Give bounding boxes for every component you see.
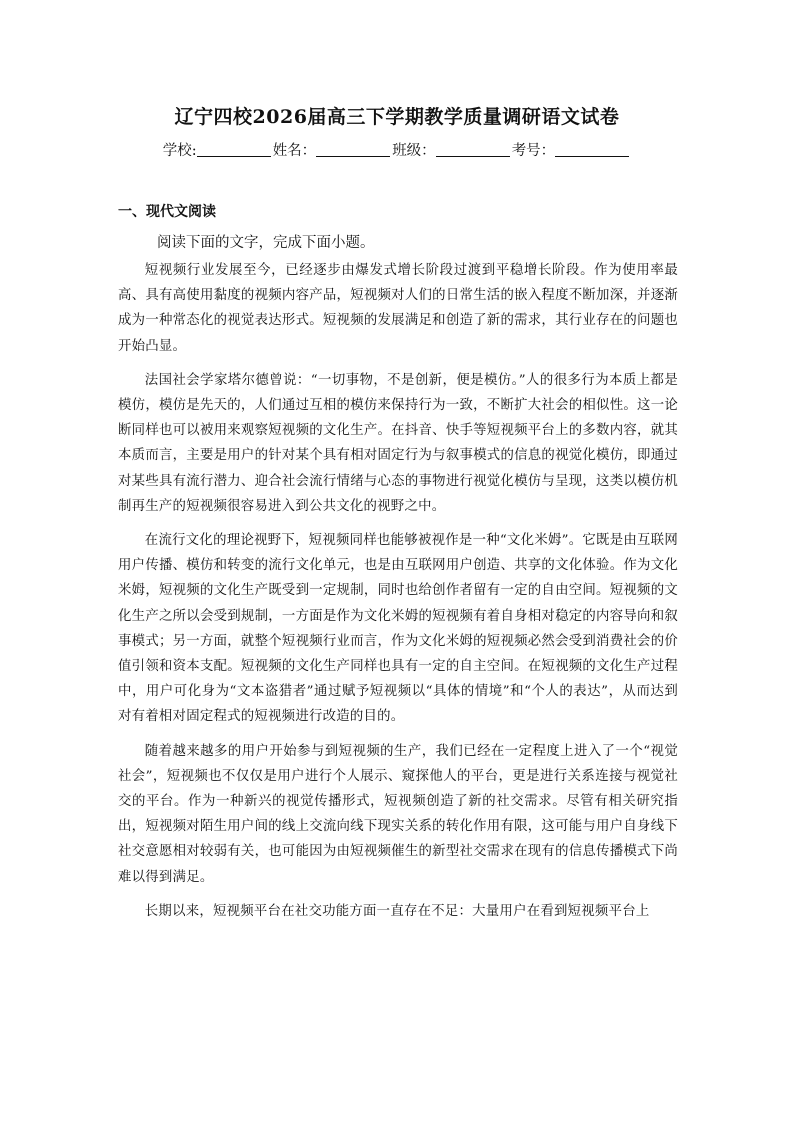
- exam-number-blank[interactable]: [555, 142, 629, 157]
- reading-instruction: 阅读下面的文字，完成下面小题。: [157, 235, 375, 251]
- passage-paragraph: 在流行文化的理论视野下，短视频同样也能够被视作是一种“文化米姆”。它既是由互联网用户传播、模仿和转变的流行文化单元，也是由互联网用户创造、共享的文化体验。作为文化米姆，短视频的文化生产既受到一定规制，同时也给创作者留有一定的自由空间。短视频的文化生产之所以会受到规制，一方面是作为文化米姆的短视频有着自身相对稳定的内容导向和叙事模式；另一方面，就整个短视频行业而言，作为文化米姆的短视频必然会受到消费社会的价值引领和资本支配。短视频的文化生产同样也具有一定的自主空间。在短视频的文化生产过程中，用户可化身为“文本盗猎者”通过赋予短视频以“具体的情境”和“个人的表达”，从而达到对有着相对固定程式的短视频进行改造的目的。: [118, 533, 678, 725]
- passage-paragraph: 法国社会学家塔尔德曾说：“一切事物，不是创新，便是模仿。”人的很多行为本质上都是模仿，模仿是先天的，人们通过互相的模仿来保持行为一致，不断扩大社会的相似性。这一论断同样也可以被用来观察短视频的文化生产。在抖音、快手等短视频平台上的多数内容，就其本质而言，主要是用户的针对某个具有相对固定行为与叙事模式的信息的视觉化模仿，即通过对某些具有流行潜力、迎合社会流行情绪与心态的事物进行视觉化模仿与呈现，这类以模仿机制再生产的短视频很容易进入到公共文化的视野之中。: [118, 372, 678, 514]
- school-label: 学校:: [162, 143, 197, 159]
- exam-number-label: 考号：: [511, 143, 556, 159]
- class-label: 班级：: [392, 143, 436, 159]
- passage-paragraph: 随着越来越多的用户开始参与到短视频的生产，我们已经在一定程度上进入了一个“视觉社会”，短视频也不仅仅是用户进行个人展示、窥探他人的平台，更是进行关系连接与视觉社交的平台。作为一种新兴的视觉传播形式，短视频创造了新的社交需求。尽管有相关研究指出，短视频对陌生用户间的线上交流向线下现实关系的转化作用有限，这可能与用户自身线下社交意愿相对较弱有关，也可能因为由短视频催生的新型社交需求在现有的信息传播模式下尚难以得到满足。: [118, 743, 678, 885]
- exam-title: 辽宁四校2026届高三下学期教学质量调研语文试卷: [174, 106, 620, 128]
- name-label: 姓名：: [272, 143, 317, 159]
- class-blank[interactable]: [436, 142, 510, 157]
- student-info-line: [0, 139, 794, 160]
- reading-passage: [118, 258, 678, 933]
- name-blank[interactable]: [316, 142, 390, 157]
- passage-paragraph: 长期以来，短视频平台在社交功能方面一直存在不足：大量用户在看到短视频平台上: [144, 903, 650, 919]
- school-blank[interactable]: [197, 142, 271, 157]
- passage-paragraph: 短视频行业发展至今，已经逐步由爆发式增长阶段过渡到平稳增长阶段。作为使用率最高、具有高使用黏度的视频内容产品，短视频对人们的日常生活的嵌入程度不断加深，并逐渐成为一种常态化的视觉表达形式。短视频的发展满足和创造了新的需求，其行业存在的问题也开始凸显。: [118, 263, 678, 354]
- section-heading: 一、现代文阅读: [118, 204, 216, 220]
